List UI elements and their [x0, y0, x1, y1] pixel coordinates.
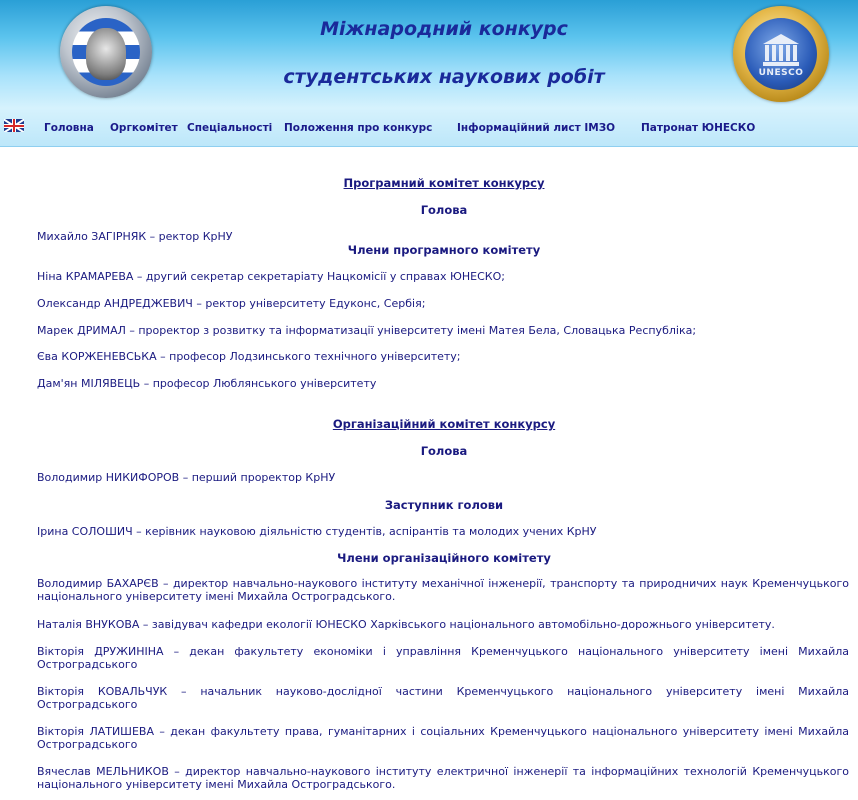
- list-item: Єва КОРЖЕНЕВСЬКА – професор Лодзинського технічного університету;: [37, 350, 461, 363]
- unesco-coin-icon[interactable]: [733, 6, 829, 102]
- program-chair: Михайло ЗАГІРНЯК – ректор КрНУ: [37, 230, 233, 243]
- nav-specialties[interactable]: Спеціальності: [187, 122, 273, 134]
- unesco-emblem: [745, 18, 817, 90]
- list-item: Олександр АНДРЕДЖЕВИЧ – ректор університету Едуконс, Сербія;: [37, 297, 426, 310]
- list-item: Вікторія ЛАТИШЕВА – декан факультету права, гуманітарних і соціальних Кременчуцького національного університету імені Михайла Остроградського: [37, 725, 849, 751]
- nav-unesco-patronage[interactable]: Патронат ЮНЕСКО: [641, 122, 756, 134]
- page-title-line1: Міжнародний конкурс: [320, 18, 568, 40]
- list-item: Володимир БАХАРЄВ – директор навчально-наукового інституту механічної інженерії, транспорту та природничих наук Кременчуцького національного університету імені Михайла Остроградського.: [37, 577, 849, 603]
- unesco-label: UNESCO: [758, 68, 804, 78]
- list-item: Вікторія КОВАЛЬЧУК – начальник науково-дослідної частини Кременчуцького національного університету імені Михайла Остроградського: [37, 685, 849, 711]
- page-title-line2: студентських наукових робіт: [283, 66, 605, 88]
- org-committee-title[interactable]: Організаційний комітет конкурсу: [332, 417, 556, 431]
- site-header: [0, 0, 858, 108]
- nav-regulations[interactable]: Положення про конкурс: [284, 122, 433, 134]
- list-item: Дам'ян МІЛЯВЕЦЬ – професор Люблянського університету: [37, 377, 377, 390]
- org-chair-heading: Голова: [420, 444, 468, 458]
- uk-flag-icon[interactable]: [4, 119, 24, 132]
- nav-info-letter[interactable]: Інформаційний лист ІМЗО: [457, 122, 616, 134]
- org-deputy-heading: Заступник голови: [384, 498, 504, 512]
- main-navigation: [0, 108, 858, 147]
- program-chair-heading: Голова: [420, 203, 468, 217]
- list-item: Наталія ВНУКОВА – завідувач кафедри екології ЮНЕСКО Харківського національного автомобільно-дорожнього університету.: [37, 618, 775, 631]
- org-chair: Володимир НИКИФОРОВ – перший проректор КрНУ: [37, 471, 336, 484]
- list-item: Вячеслав МЕЛЬНИКОВ – директор навчально-наукового інституту електричної інженерії та інформаційних технологій Кременчуцького національного університету імені Михайла Остроградського.: [37, 765, 849, 791]
- list-item: Ніна КРАМАРЕВА – другий секретар секретаріату Нацкомісії у справах ЮНЕСКО;: [37, 270, 505, 283]
- program-committee-title[interactable]: Програмний комітет конкурсу: [343, 176, 545, 190]
- org-members-heading: Члени організаційного комітету: [337, 551, 551, 565]
- program-members-heading: Члени програмного комітету: [347, 243, 541, 257]
- list-item: Вікторія ДРУЖИНІНА – декан факультету економіки і управління Кременчуцького національного університету імені Михайла Остроградського: [37, 645, 849, 671]
- org-deputy: Ірина СОЛОШИЧ – керівник науковою діяльністю студентів, аспірантів та молодих учених КрНУ: [37, 525, 597, 538]
- list-item: Марек ДРИМАЛ – проректор з розвитку та інформатизації університету імені Матея Бела, Словацька Республіка;: [37, 324, 697, 337]
- unesco-temple-icon: [763, 34, 799, 68]
- nav-home[interactable]: Головна: [44, 122, 94, 134]
- nav-orgcommittee[interactable]: Оргкомітет: [110, 122, 178, 134]
